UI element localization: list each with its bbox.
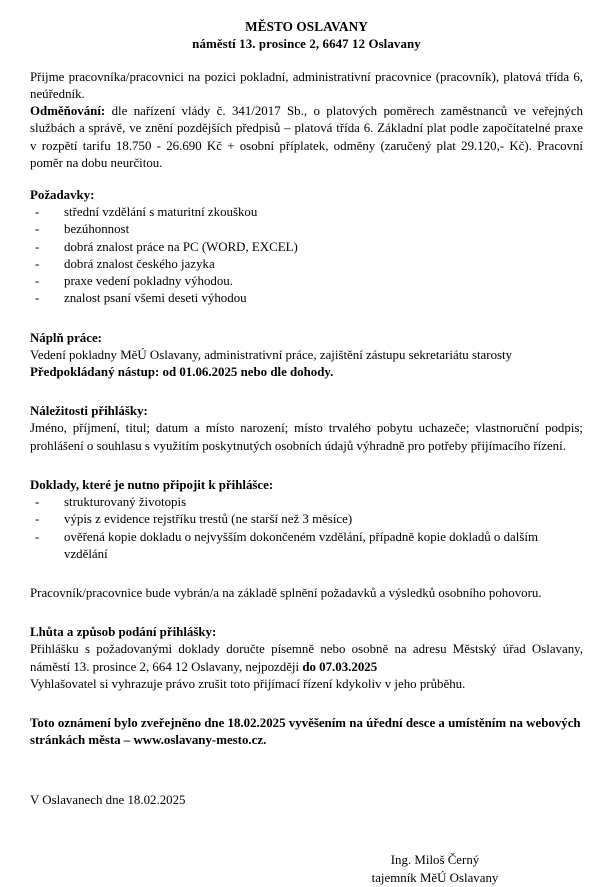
spacer: [30, 563, 583, 585]
dash-bullet-icon: -: [35, 512, 40, 527]
list-item: [30, 273, 583, 290]
remuneration-paragraph: [30, 103, 583, 172]
requirements-list: [30, 204, 583, 307]
list-item: [30, 511, 583, 528]
spacer: [30, 822, 583, 852]
publication-paragraph: Toto oznámení bylo zveřejněno dne 18.02.2025 vyvěšením na úřední desce a umístěním na webových stránkách města – www.oslavany-mesto.cz.: [30, 716, 581, 748]
place-and-date: V Oslavanech dne 18.02.2025: [30, 793, 186, 808]
signature-block: [285, 852, 585, 886]
list-item: [30, 256, 583, 273]
dash-bullet-icon: -: [35, 274, 40, 289]
deadline-line-1: [30, 641, 583, 675]
spacer: [30, 693, 583, 715]
dash-bullet-icon: -: [35, 291, 40, 306]
list-item-label: střední vzdělání s maturitní zkouškou: [64, 205, 258, 220]
job-scope-text: Vedení pokladny MěÚ Oslavany, administrativní práce, zajištění zástupu sekretariátu starosty: [30, 347, 513, 362]
list-item: [30, 239, 583, 256]
signer-name: Ing. Miloš Černý: [390, 853, 480, 868]
selection-paragraph: Pracovník/pracovnice bude vybrán/a na základě splnění požadavků a výsledků osobního pohovoru.: [30, 585, 542, 600]
list-item: [30, 494, 583, 511]
spacer: [30, 749, 583, 779]
dash-bullet-icon: -: [35, 222, 40, 237]
remuneration-text: dle nařízení vlády č. 341/2017 Sb., o platových poměrech zaměstnanců ve veřejných službách a správě, ve znění pozdějších předpisů – platová třída 6. Základní plat podle započítatelné praxe v rozpětí tarifu 18.750 - 26.690 Kč + osobní příplatek, odměny (zaručený plat 29.120,- Kč). Pracovní poměr na dobu neurčitou.: [30, 104, 583, 170]
list-item-label: výpis z evidence rejstříku trestů (ne starší než 3 měsíce): [64, 512, 353, 527]
list-item: [30, 221, 583, 238]
deadline-line-2: Vyhlašovatel si vyhrazuje právo zrušit toto přijímací řízení kdykoliv v jeho průběhu.: [30, 676, 466, 691]
spacer: [30, 172, 583, 187]
list-item-label: ověřená kopie dokladu o nejvyšším dokončeném vzdělání, případně kopie dokladů o dalším vzdělání: [64, 529, 538, 561]
list-item-label: znalost psaní všemi deseti výhodou: [64, 291, 247, 306]
job-scope-heading: Náplň práce:: [30, 330, 102, 345]
remuneration-label: Odměňování:: [30, 104, 106, 119]
documents-list: [30, 494, 583, 563]
dash-bullet-icon: -: [35, 495, 40, 510]
application-requisites-text: Jméno, příjmení, titul; datum a místo narození; místo trvalého pobytu uchazeče; vlastnoruční podpis; prohlášení o souhlasu s využitím poskytnutých osobních údajů výhradně pro potřeby přijímacího řízení.: [30, 421, 583, 453]
application-requisites-heading: Náležitosti přihlášky:: [30, 404, 148, 419]
dash-bullet-icon: -: [35, 529, 40, 544]
requirements-heading: Požadavky:: [30, 188, 95, 203]
deadline-text: Přihlášku s požadovanými doklady doručte písemně nebo osobně na adresu Městský úřad Oslavany, náměstí 13. prosince 2, 664 12 Oslavany, nejpozději: [30, 642, 583, 674]
list-item-label: dobrá znalost práce na PC (WORD, EXCEL): [64, 239, 298, 254]
spacer: [30, 381, 583, 403]
list-item: [30, 529, 583, 563]
list-item-label: bezúhonnost: [64, 222, 130, 237]
list-item-label: dobrá znalost českého jazyka: [64, 256, 215, 271]
signer-title: tajemník MěÚ Oslavany: [371, 870, 499, 885]
organization-address: náměstí 13. prosince 2, 6647 12 Oslavany: [192, 36, 421, 51]
deadline-heading: Lhůta a způsob podání přihlášky:: [30, 625, 217, 640]
document-header: [30, 18, 583, 53]
list-item: [30, 290, 583, 307]
dash-bullet-icon: -: [35, 239, 40, 254]
documents-heading: Doklady, které je nutno připojit k přihlášce:: [30, 477, 274, 492]
dash-bullet-icon: -: [35, 205, 40, 220]
spacer: [30, 308, 583, 330]
spacer: [30, 455, 583, 477]
list-item-label: praxe vedení pokladny výhodou.: [64, 274, 233, 289]
deadline-date: do 07.03.2025: [302, 659, 378, 674]
dash-bullet-icon: -: [35, 256, 40, 271]
intro-paragraph: Přijme pracovníka/pracovnici na pozici pokladní, administrativní pracovnice (pracovník), platová třída 6, neúředník.: [30, 69, 583, 101]
list-item: [30, 204, 583, 221]
start-date-line: Předpokládaný nástup: od 01.06.2025 nebo dle dohody.: [30, 364, 334, 379]
list-item-label: strukturovaný životopis: [64, 495, 187, 510]
organization-name: MĚSTO OSLAVANY: [245, 19, 368, 34]
spacer: [30, 602, 583, 624]
